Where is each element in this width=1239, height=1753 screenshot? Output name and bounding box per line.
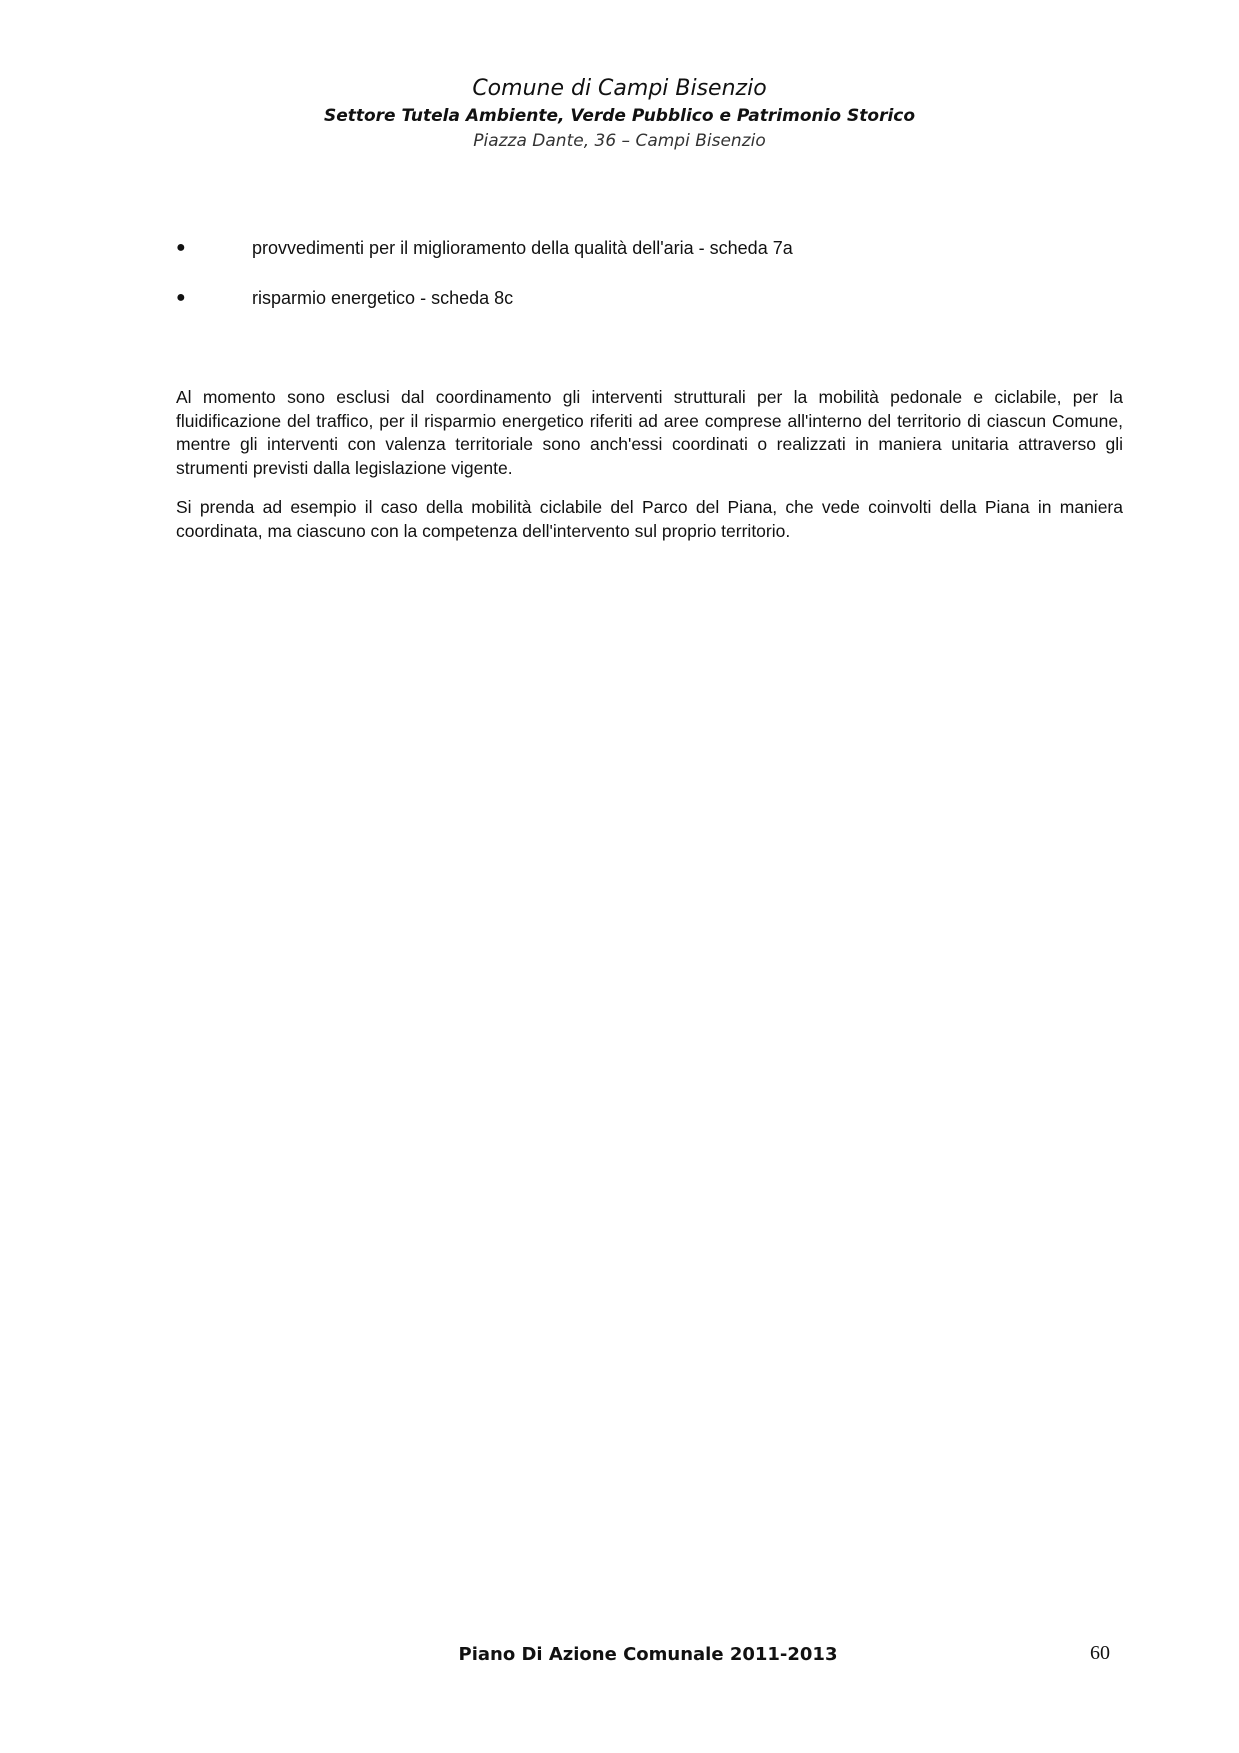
page-header	[0, 74, 1239, 153]
bullet-text: risparmio energetico - scheda 8c	[252, 288, 514, 308]
header-title: Comune di Campi Bisenzio	[472, 76, 767, 101]
header-sector: Settore Tutela Ambiente, Verde Pubblico e Patrimonio Storico	[323, 106, 916, 126]
page-footer	[0, 1640, 1239, 1670]
footer-title: Piano Di Azione Comunale 2011-2013	[458, 1644, 838, 1665]
page-number: 60	[1090, 1642, 1110, 1664]
body-text	[176, 386, 1123, 559]
header-address: Piazza Dante, 36 – Campi Bisenzio	[473, 131, 766, 151]
bullet-list	[176, 236, 1076, 336]
bullet-item	[176, 236, 1076, 260]
bullet-item	[176, 286, 1076, 310]
bullet-dot-icon: ●	[176, 239, 186, 256]
paragraph: Si prenda ad esempio il caso della mobilità ciclabile del Parco del Piana, che vede coinvolti della Piana in maniera coordinata, ma ciascuno con la competenza dell'intervento sul proprio territorio.	[176, 497, 1123, 541]
bullet-dot-icon: ●	[176, 289, 186, 306]
paragraph: Al momento sono esclusi dal coordinamento gli interventi strutturali per la mobilità pedonale e ciclabile, per la fluidificazione del traffico, per il risparmio energetico riferiti ad aree comprese all'interno del territorio di ciascun Comune, mentre gli interventi con valenza territoriale sono anch'essi coordinati o realizzati in maniera unitaria attraverso gli strumenti previsti dalla legislazione vigente.	[176, 387, 1123, 478]
bullet-text: provvedimenti per il miglioramento della qualità dell'aria - scheda 7a	[252, 238, 793, 258]
